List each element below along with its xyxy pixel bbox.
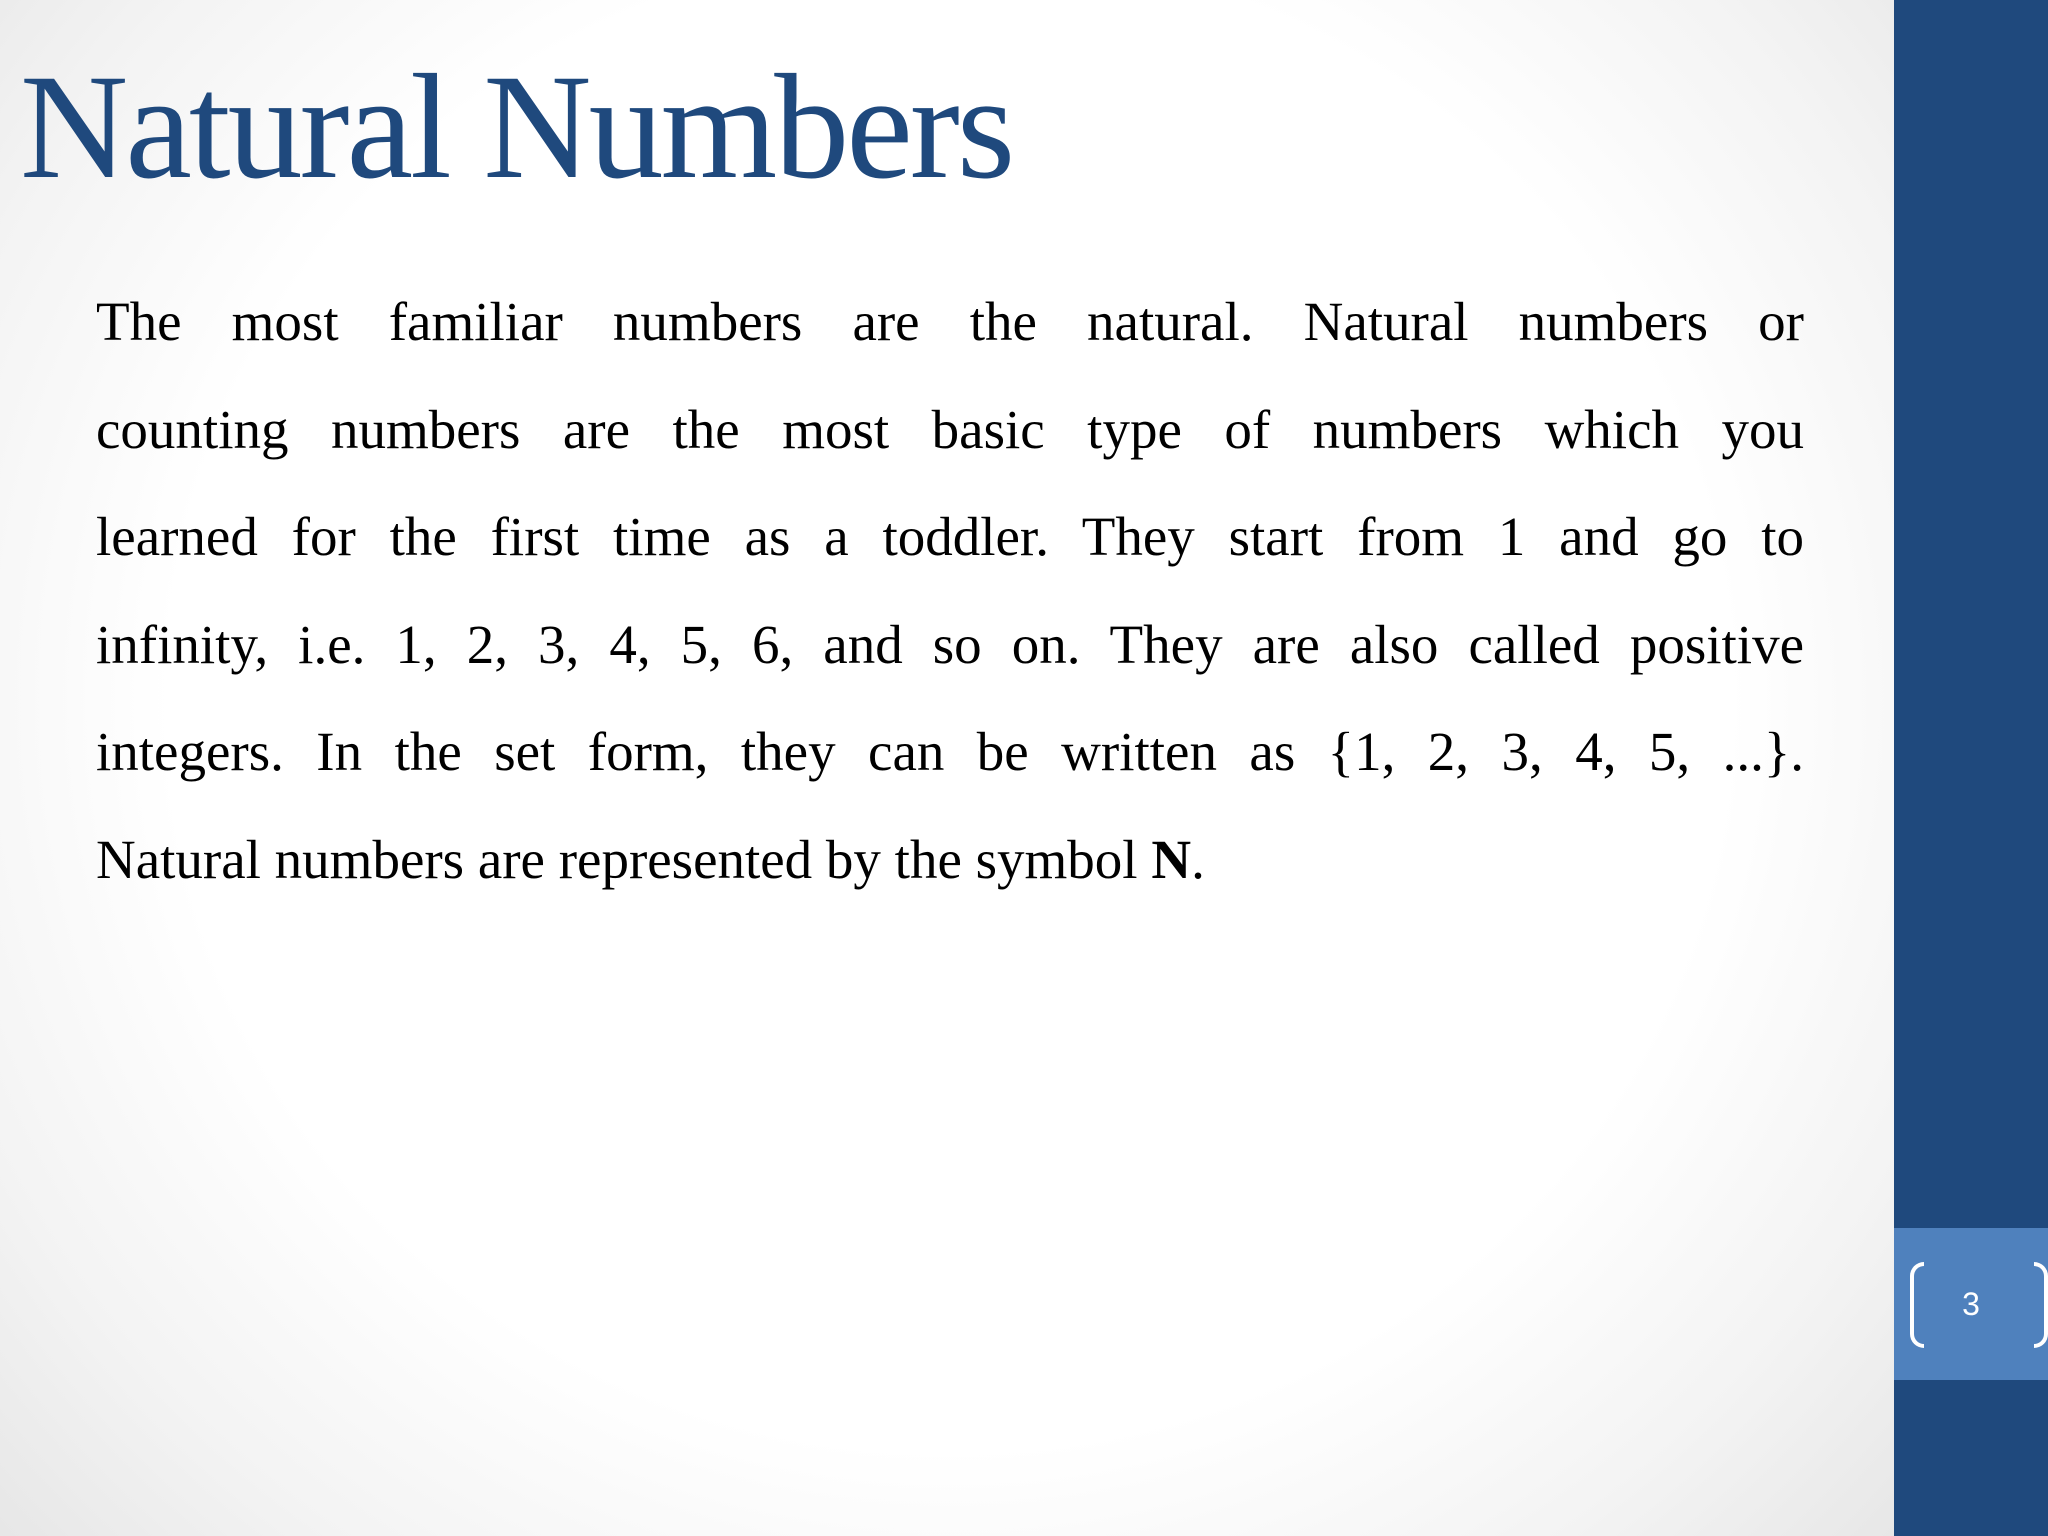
body-line-2: counting numbers are the most basic type of numbers which you (96, 398, 1804, 460)
slide-body (96, 268, 1804, 913)
body-line-4: infinity, i.e. 1, 2, 3, 4, 5, 6, and so on. They are also called positive (96, 613, 1804, 675)
body-line-3: learned for the first time as a toddler. They start from 1 and go to (96, 506, 1804, 567)
body-line-6 (96, 806, 1804, 914)
body-line-6-text: Natural numbers are represented by the symbol (96, 828, 1152, 890)
body-line-5: integers. In the set form, they can be written as {1, 2, 3, 4, 5, ...}. (96, 721, 1804, 782)
body-line-6-period: . (1191, 828, 1205, 890)
slide-title: Natural Numbers (20, 44, 1013, 210)
page-number-box (1894, 1228, 2048, 1380)
page-number: 3 (1962, 1286, 1980, 1322)
body-line-1: The most familiar numbers are the natural. Natural numbers or (96, 291, 1804, 352)
symbol-n: N (1151, 828, 1192, 890)
